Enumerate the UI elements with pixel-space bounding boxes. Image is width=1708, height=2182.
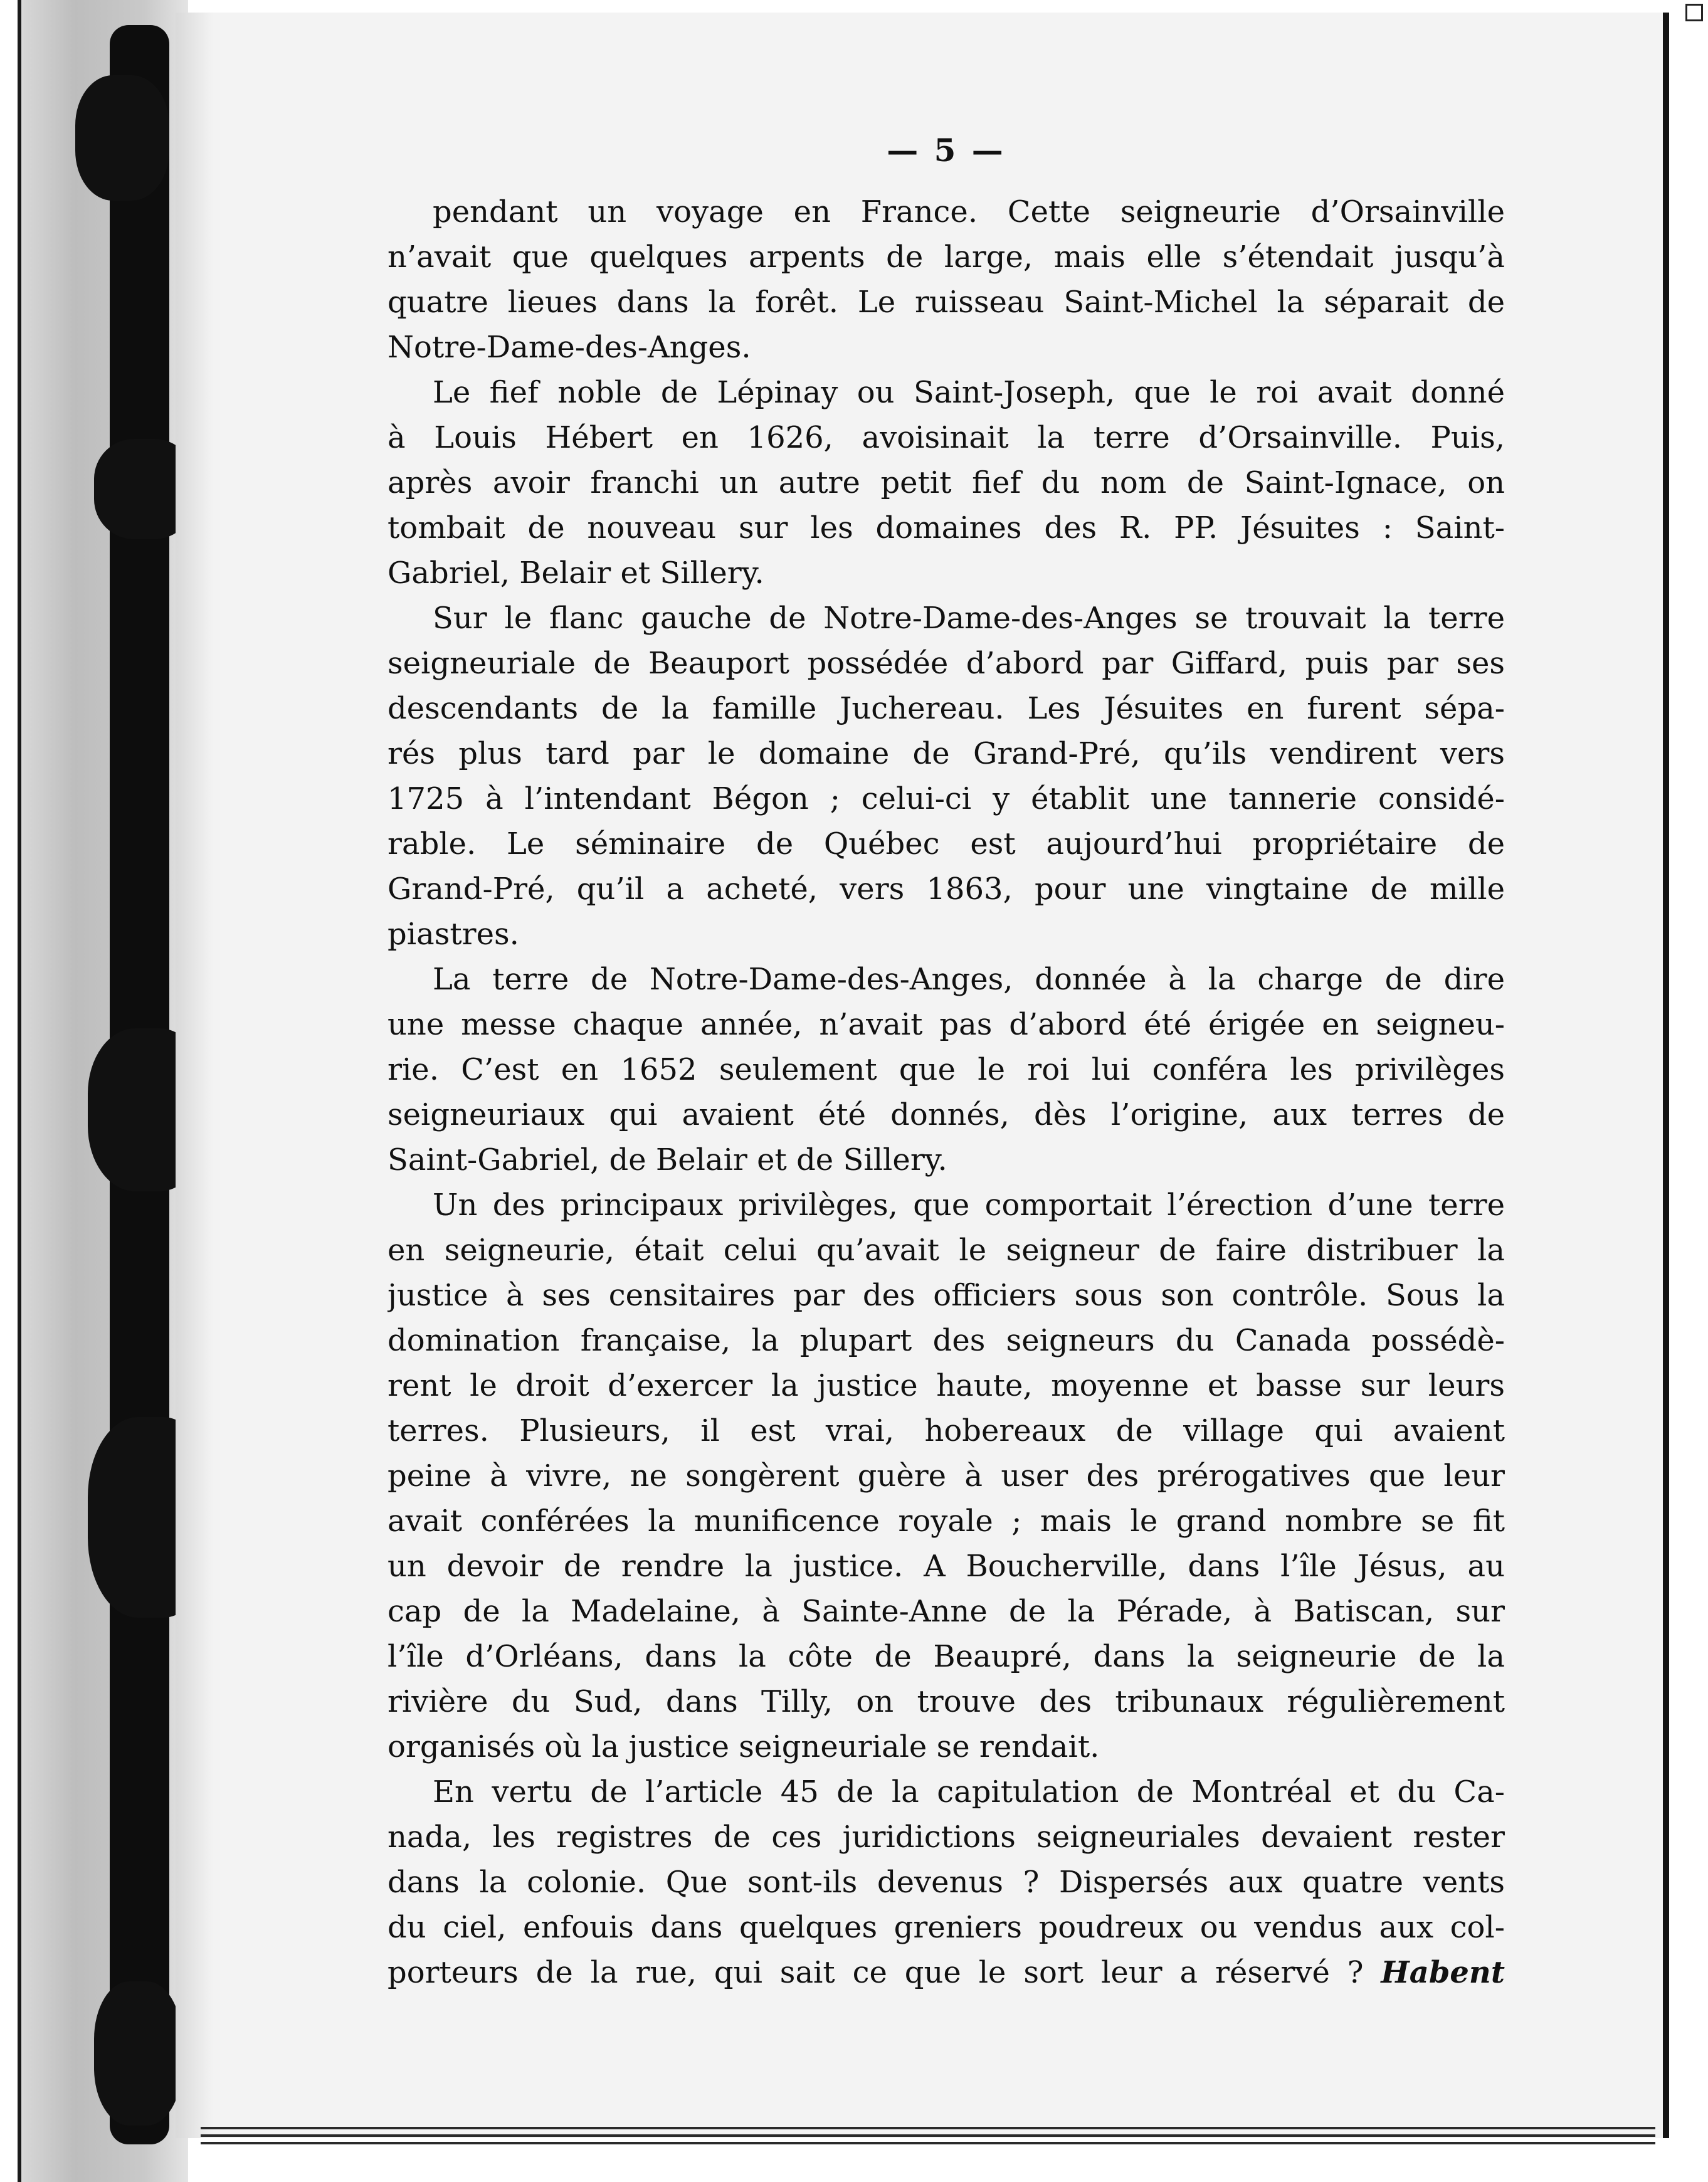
line-text: organisés où la justice seigneuriale se rendait.	[387, 1729, 1100, 1764]
page-edge-right	[1669, 0, 1708, 2182]
corner-mark	[1685, 4, 1703, 21]
text-line	[387, 641, 1505, 686]
text-line	[387, 1860, 1505, 1905]
italic-text: Habent	[1381, 1955, 1505, 1990]
text-line	[387, 1815, 1505, 1860]
line-text: 1725 à l’intendant Bégon ; celui-ci y établit une tannerie considé-	[387, 781, 1505, 816]
line-text: n’avait que quelques arpents de large, mais elle s’étendait jusqu’à	[387, 240, 1505, 275]
text-line	[387, 460, 1505, 505]
line-text: seigneuriaux qui avaient été donnés, dès l’origine, aux terres de	[387, 1097, 1505, 1132]
paragraph	[387, 370, 1505, 596]
text-line	[387, 415, 1505, 460]
paragraph	[387, 189, 1505, 370]
line-text: l’île d’Orléans, dans la côte de Beaupré, dans la seigneurie de la	[387, 1639, 1505, 1674]
line-text: une messe chaque année, n’avait pas d’abord été érigée en seigneu-	[387, 1007, 1505, 1042]
bottom-rule	[201, 2127, 1655, 2129]
line-text: pendant un voyage en France. Cette seigneurie d’Orsainville	[433, 194, 1505, 229]
line-text: La terre de Notre-Dame-des-Anges, donnée à la charge de dire	[433, 962, 1505, 997]
text-line	[387, 1679, 1505, 1724]
line-text: domination française, la plupart des seigneurs du Canada possédè-	[387, 1323, 1505, 1358]
text-line	[387, 551, 1505, 596]
text-line	[387, 1453, 1505, 1499]
line-text: Notre-Dame-des-Anges.	[387, 330, 751, 365]
text-line	[387, 1769, 1505, 1815]
line-text: Grand-Pré, qu’il a acheté, vers 1863, pour une vingtaine de mille	[387, 872, 1505, 907]
line-text: justice à ses censitaires par des officiers sous son contrôle. Sous la	[387, 1278, 1505, 1313]
text-line	[387, 1499, 1505, 1544]
text-line	[387, 1047, 1505, 1092]
text-line	[387, 1634, 1505, 1679]
line-text: descendants de la famille Juchereau. Les Jésuites en furent sépa-	[387, 691, 1505, 726]
text-line	[387, 821, 1505, 867]
line-text: du ciel, enfouis dans quelques greniers poudreux ou vendus aux col-	[387, 1910, 1505, 1945]
text-line	[387, 596, 1505, 641]
line-text: rés plus tard par le domaine de Grand-Pré, qu’ils vendirent vers	[387, 736, 1505, 771]
line-text: terres. Plusieurs, il est vrai, hobereaux de village qui avaient	[387, 1413, 1505, 1448]
line-text: piastres.	[387, 917, 519, 952]
bottom-rule	[201, 2134, 1655, 2137]
text-line	[387, 1905, 1505, 1950]
line-text: tombait de nouveau sur les domaines des R. PP. Jésuites : Saint-	[387, 510, 1505, 546]
line-text: Le fief noble de Lépinay ou Saint-Joseph, que le roi avait donné	[433, 375, 1505, 410]
text-line	[387, 1273, 1505, 1318]
line-text: rent le droit d’exercer la justice haute, moyenne et basse sur leurs	[387, 1368, 1505, 1403]
paragraph	[387, 957, 1505, 1183]
paragraphs	[387, 189, 1505, 1995]
text-line	[387, 1408, 1505, 1453]
page-number: — 5 —	[887, 132, 1006, 169]
text-line	[387, 370, 1505, 415]
sheet-shade	[176, 13, 213, 2138]
text-line	[387, 325, 1505, 370]
text-line	[387, 280, 1505, 325]
text-line	[387, 867, 1505, 912]
text-line	[387, 189, 1505, 235]
text-line	[387, 1950, 1505, 1995]
binding-tear	[75, 75, 169, 201]
text-line	[387, 912, 1505, 957]
line-text: Sur le flanc gauche de Notre-Dame-des-Anges se trouvait la terre	[433, 601, 1505, 636]
text-line	[387, 1002, 1505, 1047]
page-edge-left	[0, 0, 21, 2182]
text-line	[387, 1318, 1505, 1363]
line-text: en seigneurie, était celui qu’avait le seigneur de faire distribuer la	[387, 1233, 1505, 1268]
paragraph	[387, 596, 1505, 957]
line-text: dans la colonie. Que sont-ils devenus ? Dispersés aux quatre vents	[387, 1865, 1505, 1900]
text-line	[387, 1183, 1505, 1228]
line-text: Saint-Gabriel, de Belair et de Sillery.	[387, 1142, 947, 1178]
text-line	[387, 686, 1505, 731]
line-text: nada, les registres de ces juridictions seigneuriales devaient rester	[387, 1820, 1505, 1855]
text-line	[387, 1092, 1505, 1137]
line-text: cap de la Madelaine, à Sainte-Anne de la Pérade, à Batiscan, sur	[387, 1594, 1505, 1629]
text-line	[387, 235, 1505, 280]
line-text: avait conférées la munificence royale ; mais le grand nombre se fit	[387, 1504, 1505, 1539]
text-line	[387, 1363, 1505, 1408]
text-body	[387, 125, 1505, 1995]
line-text: peine à vivre, ne songèrent guère à user des prérogatives que leur	[387, 1458, 1505, 1494]
line-text: rable. Le séminaire de Québec est aujourd’hui propriétaire de	[387, 826, 1505, 862]
bottom-rule	[201, 2142, 1655, 2144]
text-line	[387, 1228, 1505, 1273]
text-line	[387, 731, 1505, 776]
paragraph	[387, 1769, 1505, 1995]
line-text: rivière du Sud, dans Tilly, on trouve des tribunaux régulièrement	[387, 1684, 1505, 1719]
text-line	[387, 505, 1505, 551]
text-line	[387, 1137, 1505, 1183]
line-text: seigneuriale de Beauport possédée d’abord par Giffard, puis par ses	[387, 646, 1505, 681]
text-line	[387, 1724, 1505, 1769]
line-text: porteurs de la rue, qui sait ce que le sort leur a réservé ?	[387, 1955, 1364, 1990]
text-line	[387, 1544, 1505, 1589]
line-text: un devoir de rendre la justice. A Boucherville, dans l’île Jésus, au	[387, 1549, 1505, 1584]
binding-tear	[94, 1981, 182, 2126]
line-text: Gabriel, Belair et Sillery.	[387, 556, 764, 591]
line-text: Un des principaux privilèges, que comportait l’érection d’une terre	[433, 1188, 1505, 1223]
line-text: En vertu de l’article 45 de la capitulation de Montréal et du Ca-	[433, 1774, 1505, 1810]
line-text: après avoir franchi un autre petit fief du nom de Saint-Ignace, on	[387, 465, 1505, 500]
line-text: quatre lieues dans la forêt. Le ruisseau Saint-Michel la séparait de	[387, 285, 1505, 320]
text-line	[387, 957, 1505, 1002]
line-text: à Louis Hébert en 1626, avoisinait la terre d’Orsainville. Puis,	[387, 420, 1505, 455]
line-text: rie. C’est en 1652 seulement que le roi lui conféra les privilèges	[387, 1052, 1505, 1087]
text-line	[387, 776, 1505, 821]
paragraph	[387, 1183, 1505, 1769]
text-line	[387, 1589, 1505, 1634]
